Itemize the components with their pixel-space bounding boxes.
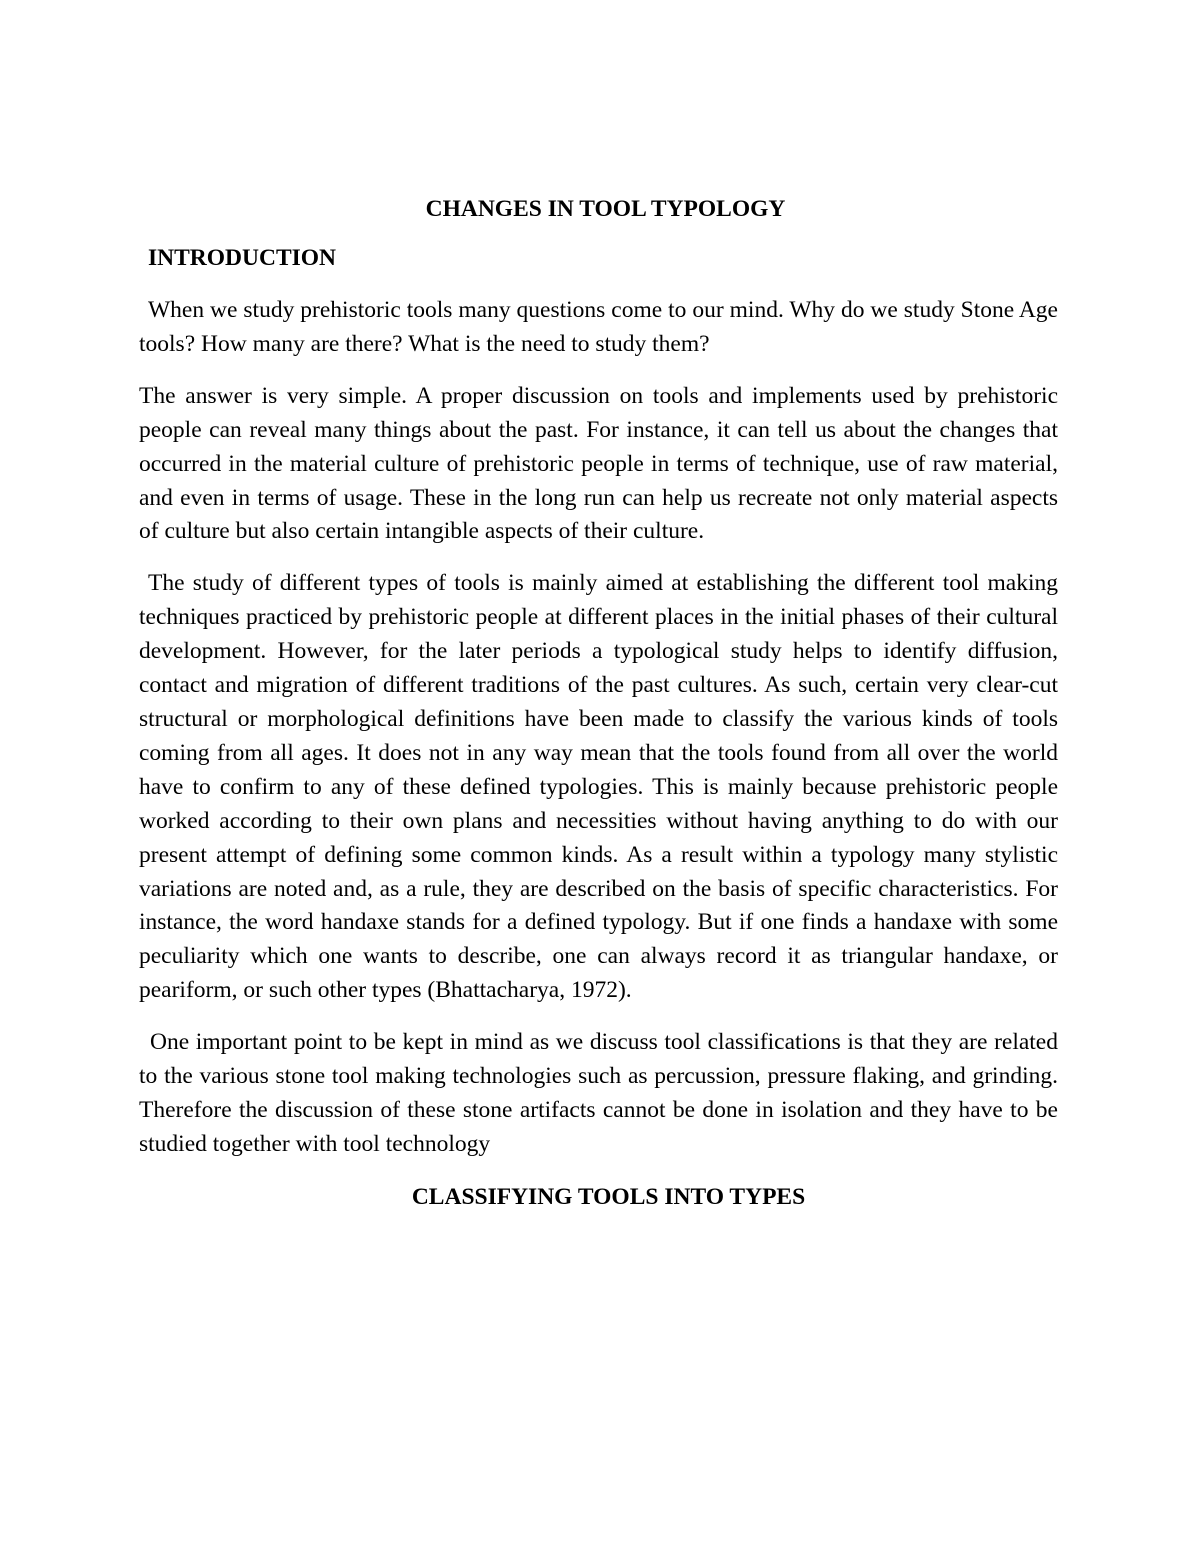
- paragraph-3: The study of different types of tools is mainly aimed at establishing the different tool making techniques practiced by prehistoric people at different places in the initial phases of their cultural development. However, for the later periods a typological study helps to identify diffusion, contact and migration of different traditions of the past cultures. As such, certain very clear-cut structural or morphological definitions have been made to classify the various kinds of tools coming from all ages. It does not in any way mean that the tools found from all over the world have to confirm to any of these defined typologies. This is mainly because prehistoric people worked according to their own plans and necessities without having anything to do with our present attempt of defining some common kinds. As a result within a typology many stylistic variations are noted and, as a rule, they are described on the basis of specific characteristics. For instance, the word handaxe stands for a defined typology. But if one finds a handaxe with some peculiarity which one wants to describe, one can always record it as triangular handaxe, or peariform, or such other types (Bhattacharya, 1972).: [139, 570, 1058, 1004]
- section-heading-introduction: INTRODUCTION: [148, 245, 337, 271]
- document-title: CHANGES IN TOOL TYPOLOGY: [425, 196, 786, 222]
- paragraph-4: One important point to be kept in mind as we discuss tool classifications is that they are related to the various stone tool making technologies such as percussion, pressure flaking, and grinding. Therefore the discussion of these stone artifacts cannot be done in isolation and they have to be studied together with tool technology: [139, 1029, 1058, 1157]
- subheading-classifying-tools: CLASSIFYING TOOLS INTO TYPES: [411, 1183, 806, 1210]
- document-body: [139, 192, 1058, 1214]
- paragraph-2: The answer is very simple. A proper discussion on tools and implements used by prehistoric people can reveal many things about the past. For instance, it can tell us about the changes that occurred in the material culture of prehistoric people in terms of technique, use of raw material, and even in terms of usage. These in the long run can help us recreate not only material aspects of culture but also certain intangible aspects of their culture.: [139, 382, 1058, 545]
- paragraph-1: When we study prehistoric tools many questions come to our mind. Why do we study Stone Age tools? How many are there? What is the need to study them?: [139, 297, 1058, 357]
